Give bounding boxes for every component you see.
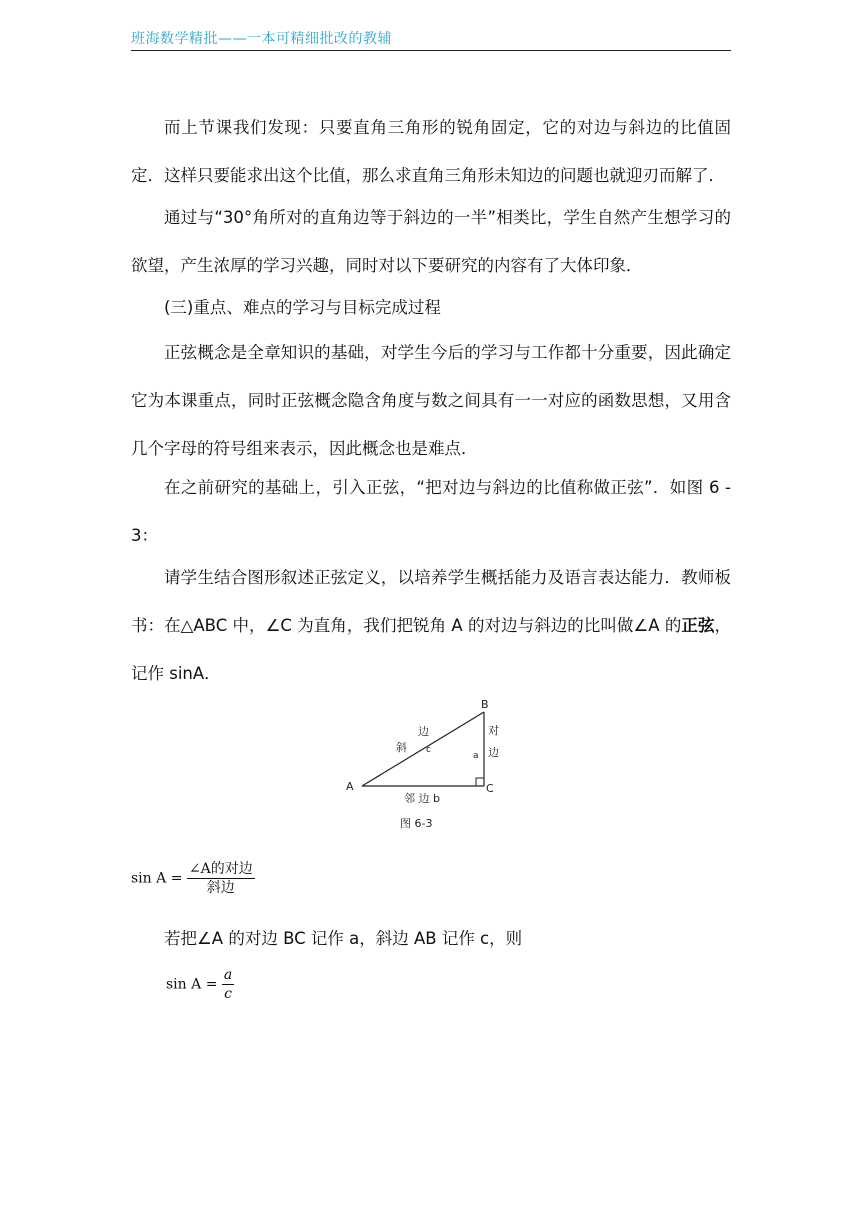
- right-triangle-diagram: [340, 696, 510, 836]
- formula-2-numerator: a: [223, 967, 233, 983]
- formula-2-denominator: c: [224, 986, 232, 1002]
- formula-2-lhs: sin A =: [166, 976, 218, 993]
- paragraph-2: 通过与“30°角所对的直角边等于斜边的一半”相类比，学生自然产生想学习的欲望，产生浓厚的学习兴趣，同时对以下要研究的内容有了大体印象．: [131, 208, 731, 275]
- figure-caption: 图 6-3: [400, 817, 433, 830]
- paragraph-5: 在之前研究的基础上，引入正弦，“把对边与斜边的比值称做正弦”．如图 6 - 3：: [131, 478, 731, 545]
- paragraph-6: [131, 554, 731, 698]
- paragraph-7: 若把∠A 的对边 BC 记作 a，斜边 AB 记作 c，则: [164, 929, 523, 948]
- opposite-label-char1: 对: [488, 724, 499, 737]
- sine-ratio-formula: [166, 966, 234, 1003]
- hypotenuse-label-char2: 边: [418, 725, 429, 738]
- header-title: 班海数学精批——一本可精细批改的教辅: [131, 31, 392, 47]
- vertex-a-label: A: [346, 780, 354, 793]
- vertex-b-label: B: [481, 698, 489, 711]
- opposite-label-char2: 边: [488, 746, 499, 759]
- opposite-letter: a: [473, 751, 479, 761]
- term-sine: 正弦: [681, 616, 715, 635]
- hypotenuse-label-char1: 斜: [396, 741, 407, 754]
- vertex-c-label: C: [486, 782, 494, 795]
- paragraph-3: (三)重点、难点的学习与目标完成过程: [164, 298, 441, 317]
- formula-2-fraction: [222, 966, 234, 1003]
- hypotenuse-ab: [362, 712, 484, 786]
- paragraph-1: 而上节课我们发现：只要直角三角形的锐角固定，它的对边与斜边的比值固定．这样只要能求出这个比值，那么求直角三角形未知边的问题也就迎刃而解了．: [131, 118, 731, 185]
- paragraph-6-text: 请学生结合图形叙述正弦定义，以培养学生概括能力及语言表达能力．教师板书：在△ABC 中，∠C 为直角，我们把锐角 A 的对边与斜边的比叫做∠A 的: [131, 568, 731, 635]
- right-angle-mark: [476, 778, 484, 786]
- formula-1-denominator: 斜边: [206, 880, 235, 896]
- hypotenuse-letter: c: [426, 745, 431, 755]
- paragraph-6-tail: ，记作 sinA．: [131, 616, 732, 683]
- figure-6-3: [340, 696, 510, 836]
- sine-definition-formula: [131, 860, 255, 897]
- formula-1-lhs: sin A =: [131, 870, 183, 887]
- paragraph-4: 正弦概念是全章知识的基础，对学生今后的学习与工作都十分重要，因此确定它为本课重点，同时正弦概念隐含角度与数之间具有一一对应的函数思想，又用含几个字母的符号组来表示，因此概念也是难点．: [131, 343, 731, 458]
- page-header: [131, 28, 731, 51]
- adjacent-label: 邻 边 b: [404, 792, 440, 805]
- formula-1-fraction: [187, 860, 255, 897]
- formula-1-numerator: ∠A的对边: [188, 861, 253, 877]
